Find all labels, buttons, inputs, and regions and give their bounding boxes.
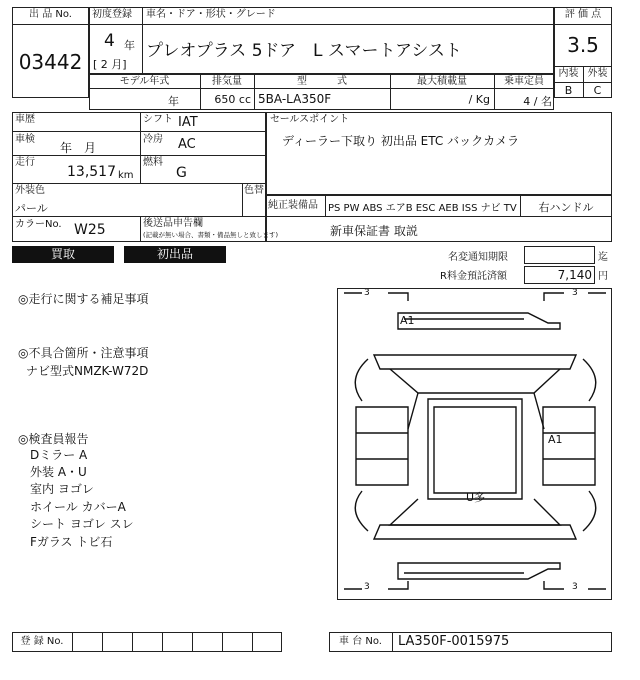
inspector-line: ホイール カバーA [30, 500, 126, 514]
buy-tag: 買取 [12, 246, 114, 263]
inspector-line: 外装 A・U [30, 465, 87, 479]
first-reg-month: [ 2 月] [93, 58, 127, 71]
car-diagram [337, 288, 612, 600]
mileage-label: 走行 [15, 157, 35, 168]
exterior-color-label: 外装色 [15, 185, 45, 196]
fuel-value: G [176, 165, 187, 181]
exterior-label: 外装 [587, 68, 608, 79]
recycle-unit: 円 [598, 271, 608, 282]
defect-line: ナビ型式NMZK-W72D [26, 364, 149, 378]
equipment: PS PW ABS エアB ESC AEB ISS ナビ TV [328, 203, 517, 214]
first-reg-year: 4 [104, 31, 115, 51]
score-value: 3.5 [567, 33, 599, 57]
capacity: 4 / 名 [523, 95, 552, 108]
interior-grade: B [564, 84, 573, 97]
fuel-label: 燃料 [143, 157, 163, 168]
after-send-note: (記載が無い場合、書類・備品無しと致します) [143, 231, 279, 239]
ac-label: 冷房 [143, 134, 163, 145]
equipment-label: 純正装備品 [268, 200, 318, 211]
recycle-value: 7,140 [557, 268, 592, 282]
registration-label: 登 録 No. [20, 636, 64, 647]
max-load: / Kg [468, 93, 490, 106]
corner-mark-tl: 3 [364, 288, 370, 298]
chassis-number: LA350F-0015975 [398, 634, 510, 649]
shift-value: IAT [178, 115, 198, 130]
first-reg-year-unit: 年 [124, 39, 135, 52]
car-outline [338, 289, 612, 600]
corner-mark-tr: 3 [572, 288, 578, 298]
warranty: 新車保証書 取説 [330, 224, 418, 238]
car-name-label: 車名・ドア・形状・グレード [146, 9, 276, 20]
rename-deadline-label: 名変通知期限 [448, 252, 508, 263]
inspector-line: 室内 ヨゴレ [30, 482, 94, 496]
shift-label: シフト [143, 114, 173, 125]
model-label: 型 式 [297, 76, 347, 87]
steering: 右ハンドル [538, 201, 594, 214]
ac-value: AC [178, 137, 196, 152]
displacement: 650 cc [214, 93, 251, 106]
inspector-line: シート ヨゴレ スレ [30, 517, 134, 531]
model-year-label: モデル年式 [119, 76, 170, 87]
damage-mark-roof: U多 [466, 491, 486, 504]
drive-remarks-title: ◎走行に関する補足事項 [18, 292, 149, 306]
color-no-label: カラーNo. [15, 219, 62, 230]
history-label: 車歴 [15, 114, 35, 125]
mileage-unit: km [118, 170, 134, 181]
corner-mark-bl: 3 [364, 582, 370, 592]
color-change-label: 色替 [244, 185, 264, 196]
car-name: プレオプラス 5ドア L スマートアシスト [146, 41, 462, 61]
inspection-value: 年 月 [60, 141, 97, 155]
inspector-report-title: ◎検査員報告 [18, 432, 89, 446]
score-label: 評 価 点 [564, 9, 602, 20]
corner-mark-br: 3 [572, 582, 578, 592]
chassis-label: 車 台 No. [339, 636, 382, 647]
color-no: W25 [74, 222, 106, 238]
inspection-label: 車検 [15, 134, 35, 145]
exterior-color: パール [15, 202, 48, 215]
sales-point: ディーラー下取り 初出品 ETC バックカメラ [282, 134, 520, 148]
recycle-label: R料金預託済額 [440, 271, 507, 282]
damage-mark-right: A1 [548, 433, 563, 446]
displacement-label: 排気量 [212, 76, 242, 87]
first-reg-label: 初度登録 [92, 9, 132, 20]
model-code: 5BA-LA350F [258, 92, 332, 106]
interior-label: 内装 [558, 68, 579, 79]
after-send-label: 後送品申告欄 [143, 218, 203, 229]
defect-remarks-title: ◎不具合箇所・注意事項 [18, 346, 149, 360]
inspector-line: Fガラス トビ石 [30, 535, 113, 549]
first-listing-tag: 初出品 [124, 246, 226, 263]
damage-mark-top: A1 [400, 314, 415, 327]
inspector-line: Dミラー A [30, 448, 88, 462]
rename-deadline-box [524, 246, 595, 264]
sales-point-label: セールスポイント [270, 114, 350, 125]
max-load-label: 最大積載量 [417, 76, 467, 87]
model-year-unit: 年 [168, 95, 179, 108]
lot-number: 03442 [18, 50, 83, 74]
rename-suffix: 迄 [598, 252, 608, 263]
exterior-grade: C [593, 84, 602, 97]
lot-number-label: 出 品 No. [29, 9, 72, 20]
capacity-label: 乗車定員 [504, 76, 544, 87]
mileage-value: 13,517 [67, 164, 116, 180]
